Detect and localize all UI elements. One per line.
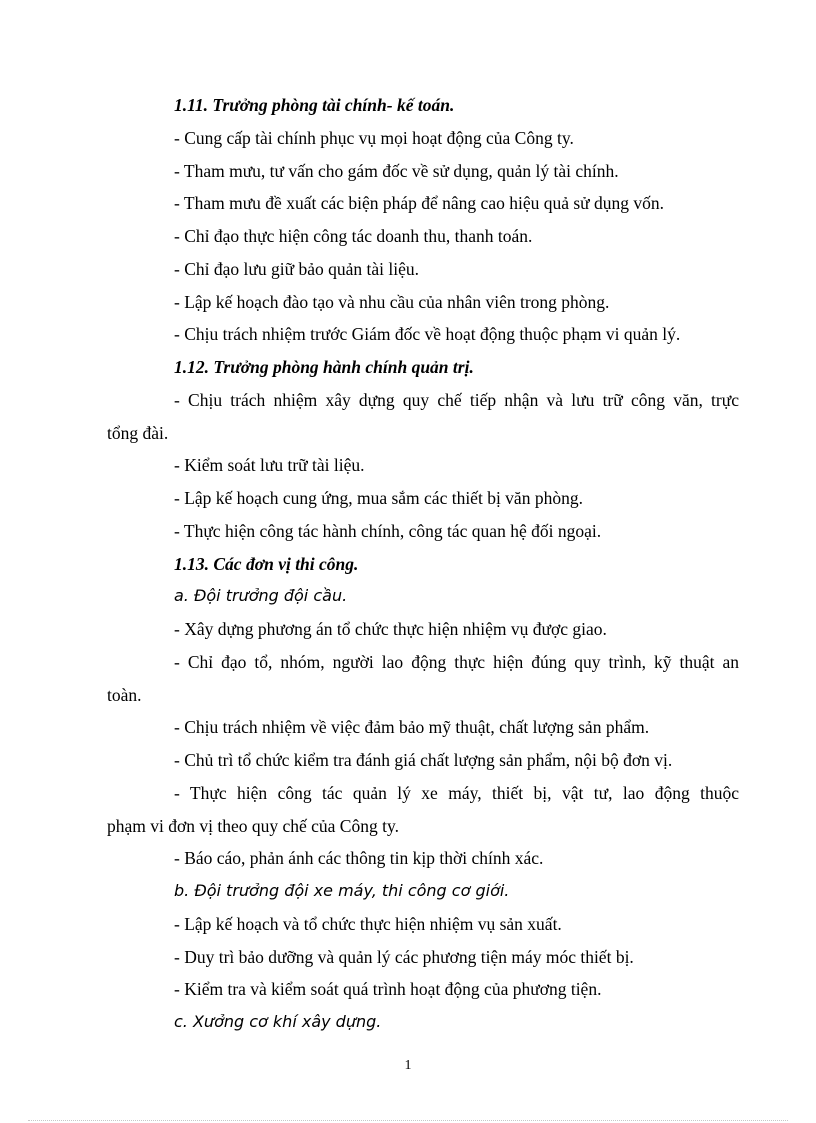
list-item: - Lập kế hoạch cung ứng, mua sắm các thiết bị văn phòng. (174, 488, 583, 508)
list-item: - Thực hiện công tác hành chính, công tác quan hệ đối ngoại. (174, 520, 602, 541)
list-item: - Báo cáo, phản ánh các thông tin kịp thời chính xác. (174, 848, 544, 869)
list-item: - Kiểm soát lưu trữ tài liệu. (174, 455, 365, 476)
list-item-continuation: tổng đài. (107, 422, 169, 443)
section-heading: 1.11. Trưởng phòng tài chính- kế toán. (174, 95, 455, 115)
list-item: - Xây dựng phương án tổ chức thực hiện nhiệm vụ được giao. (174, 619, 607, 639)
subsection-heading: a. Đội trưởng đội cầu. (174, 586, 348, 606)
list-item: - Chỉ đạo lưu giữ bảo quản tài liệu. (174, 258, 419, 279)
list-item: - Kiểm tra và kiểm soát quá trình hoạt động của phương tiện. (174, 979, 602, 1000)
list-item: - Cung cấp tài chính phục vụ mọi hoạt động của Công ty. (174, 127, 574, 148)
list-item: - Chỉ đạo tổ, nhóm, người lao động thực hiện đúng quy trình, kỹ thuật an (174, 651, 739, 672)
list-item: - Chỉ đạo thực hiện công tác doanh thu, thanh toán. (174, 226, 533, 246)
list-item: - Lập kế hoạch và tổ chức thực hiện nhiệm vụ sản xuất. (174, 913, 562, 934)
list-item: - Chủ trì tổ chức kiểm tra đánh giá chất lượng sản phẩm, nội bộ đơn vị. (174, 750, 673, 770)
list-item-continuation: phạm vi đơn vị theo quy chế của Công ty. (107, 815, 399, 836)
list-item: - Tham mưu, tư vấn cho gám đốc về sử dụng, quản lý tài chính. (174, 160, 619, 181)
list-item: - Thực hiện công tác quản lý xe máy, thiết bị, vật tư, lao động thuộc (174, 782, 739, 803)
section-heading: 1.12. Trưởng phòng hành chính quản trị. (174, 357, 474, 377)
list-item: - Chịu trách nhiệm về việc đảm bảo mỹ thuật, chất lượng sản phẩm. (174, 717, 650, 738)
list-item: - Tham mưu đề xuất các biện pháp để nâng cao hiệu quả sử dụng vốn. (174, 193, 665, 214)
list-item: - Chịu trách nhiệm xây dựng quy chế tiếp nhận và lưu trữ công văn, trực (174, 389, 739, 410)
subsection-heading: b. Đội trưởng đội xe máy, thi công cơ giới. (174, 881, 510, 900)
list-item: - Lập kế hoạch đào tạo và nhu cầu của nhân viên trong phòng. (174, 291, 610, 312)
subsection-heading: c. Xưởng cơ khí xây dựng. (174, 1012, 382, 1031)
section-heading: 1.13. Các đơn vị thi công. (174, 553, 359, 574)
list-item: - Duy trì bảo dưỡng và quản lý các phương tiện máy móc thiết bị. (174, 946, 634, 967)
page-number: 1 (404, 1058, 412, 1073)
page-bottom-border (28, 1120, 788, 1121)
list-item-continuation: toàn. (107, 684, 142, 705)
list-item: - Chịu trách nhiệm trước Giám đốc về hoạt động thuộc phạm vi quản lý. (174, 324, 681, 345)
